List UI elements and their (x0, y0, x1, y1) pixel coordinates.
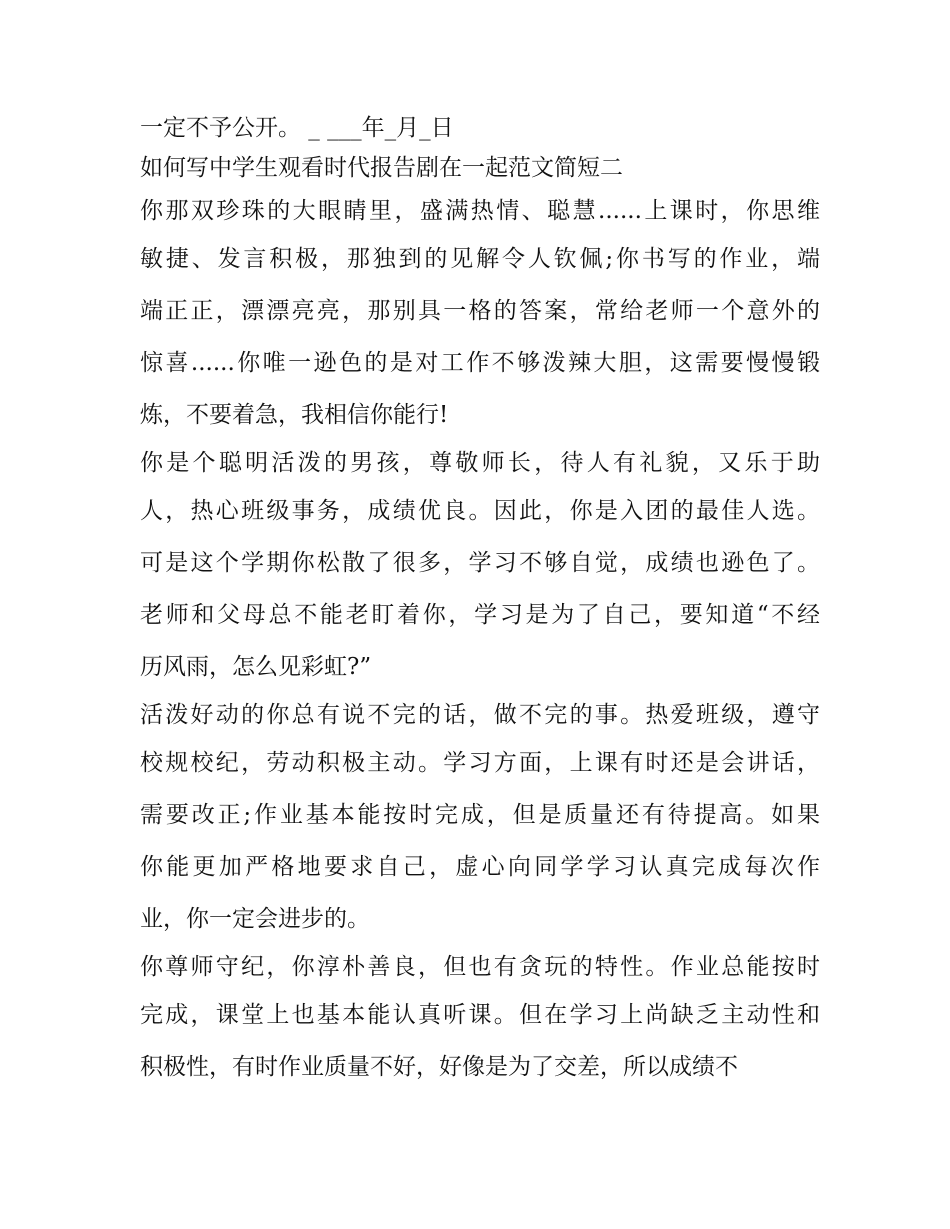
paragraph-line: 人，热心班级事务，成绩优良。因此，你是入团的最佳人选。 (140, 498, 820, 524)
paragraph-line: 历风雨，怎么见彩虹?” (140, 654, 372, 680)
paragraph-line: 完成，课堂上也基本能认真听课。但在学习上尚缺乏主动性和 (140, 1002, 820, 1028)
paragraph-line: 老师和父母总不能老盯着你，学习是为了自己，要知道“不经 (140, 602, 820, 628)
paragraph-line: 可是这个学期你松散了很多，学习不够自觉，成绩也逊色了。 (140, 550, 820, 576)
paragraph-4 (140, 945, 820, 1093)
paragraph-line: 你尊师守纪，你淳朴善良，但也有贪玩的特性。作业总能按时 (140, 954, 820, 980)
paragraph-line: 炼，不要着急，我相信你能行! (140, 402, 449, 428)
paragraph-line: 敏捷、发言积极，那独到的见解令人钦佩;你书写的作业，端 (140, 246, 820, 272)
paragraph-2 (140, 441, 820, 693)
paragraph-line: 积极性，有时作业质量不好，好像是为了交差，所以成绩不 (140, 1054, 738, 1080)
paragraph-line: 你能更加严格地要求自己，虚心向同学学习认真完成每次作 (140, 854, 820, 880)
paragraph-line: 你那双珍珠的大眼睛里，盛满热情、聪慧......上课时，你思维 (140, 198, 820, 224)
document-heading: 如何写中学生观看时代报告剧在一起范文简短二 (140, 155, 623, 181)
paragraph-line: 校规校纪，劳动积极主动。学习方面，上课有时还是会讲话， (140, 750, 820, 776)
date-line: 一定不予公开。 _ ___年_月_日 (140, 115, 454, 141)
paragraph-1 (140, 189, 820, 441)
paragraph-line: 你是个聪明活泼的男孩，尊敬师长，待人有礼貌，又乐于助 (140, 450, 820, 476)
paragraph-line: 业，你一定会进步的。 (140, 906, 370, 932)
document-body (140, 109, 820, 1093)
paragraph-3 (140, 693, 820, 945)
paragraph-line: 活泼好动的你总有说不完的话，做不完的事。热爱班级，遵守 (140, 702, 820, 728)
paragraph-line: 惊喜......你唯一逊色的是对工作不够泼辣大胆，这需要慢慢锻 (140, 350, 820, 376)
paragraph-line: 端正正，漂漂亮亮，那别具一格的答案，常给老师一个意外的 (140, 298, 820, 324)
paragraph-line: 需要改正;作业基本能按时完成，但是质量还有待提高。如果 (140, 802, 820, 828)
